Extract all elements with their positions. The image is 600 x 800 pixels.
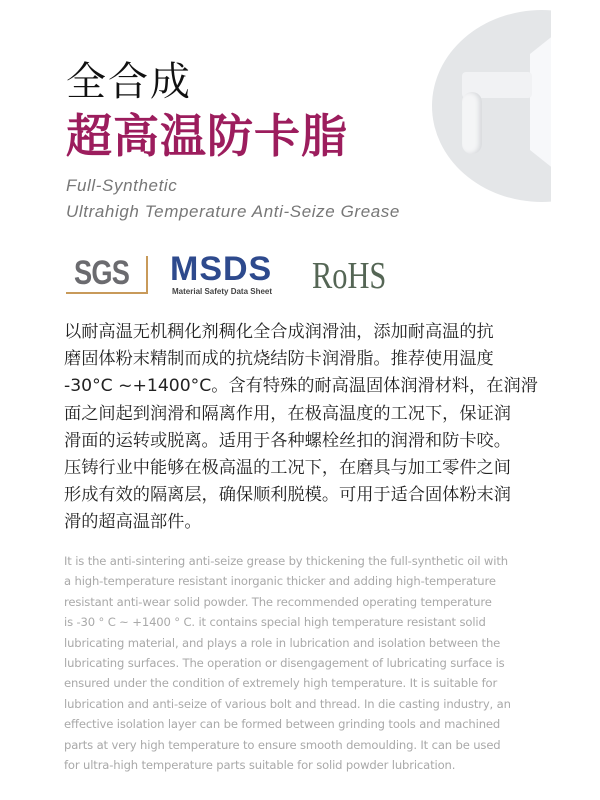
sgs-logo-bar (146, 256, 148, 294)
description-en-line: parts at very high temperature to ensure smooth demoulding. It can be used (64, 737, 501, 752)
description-cn-line: 面之间起到润滑和隔离作用，在极高温度的工况下，保证润 (64, 403, 511, 424)
description-cn-line: 滑面的运转或脱离。适用于各种螺栓丝扣的润滑和防卡咬。 (64, 430, 511, 451)
english-title-line-1: Full-Synthetic (66, 176, 178, 195)
title-line-1: 全合成 (66, 59, 192, 105)
description-cn-line: 压铸行业中能够在极高温的工况下，在磨具与加工零件之间 (64, 458, 511, 479)
rohs-logo: RoHS (312, 255, 387, 297)
description-en-line: It is the anti-sintering anti-seize grease by thickening the full-synthetic oil with (64, 554, 508, 568)
description-cn-line: 以耐高温无机稠化剂稠化全合成润滑油，添加耐高温的抗 (64, 322, 494, 342)
description-chinese (64, 319, 544, 537)
sgs-logo-underline (66, 292, 148, 294)
english-title-line-2: Ultrahigh Temperature Anti-Seize Grease (66, 202, 400, 221)
msds-logo-text: MSDS (170, 250, 273, 288)
description-en-line: is -30 ° C ~ +1400 ° C. it contains special high temperature resistant solid (64, 615, 486, 630)
nozzle-tip-icon (462, 92, 482, 154)
description-en-line: effective isolation layer can be formed between grinding tools and machined (64, 717, 501, 732)
description-cn-line: 滑的超高温部件。 (64, 512, 202, 533)
description-en-line: lubricating surfaces. The operation or disengagement of lubricating surface is (64, 656, 505, 671)
description-english (64, 551, 544, 775)
description-en-line: ensured under the condition of extremely high temperature. It is suitable for (64, 676, 498, 691)
description-en-line: resistant anti-wear solid powder. The recommended operating temperature (64, 594, 492, 609)
sgs-logo-text: SGS (74, 254, 130, 292)
description-en-line: lubricating material, and plays a role in lubrication and isolation between the (64, 635, 501, 650)
description-en-line: for ultra-high temperature parts suitable for solid powder lubrication. (64, 758, 456, 773)
description-cn-line: 磨固体粉末精制而成的抗烧结防卡润滑脂。推荐使用温度 (64, 349, 494, 370)
title-line-2: 超高温防卡脂 (66, 109, 348, 163)
description-en-line: a high-temperature resistant inorganic thicker and adding high-temperature (64, 574, 496, 589)
description-cn-line: -30°C ~+1400°C。含有特殊的耐高温固体润滑材料，在润滑 (64, 376, 538, 397)
description-en-line: lubrication and anti-seize of various bolt and thread. In die casting industry, an (64, 696, 511, 711)
description-cn-line: 形成有效的隔离层，确保顺利脱模。可用于适合固体粉末润 (64, 485, 511, 506)
msds-logo-subtitle: Material Safety Data Sheet (172, 287, 273, 296)
